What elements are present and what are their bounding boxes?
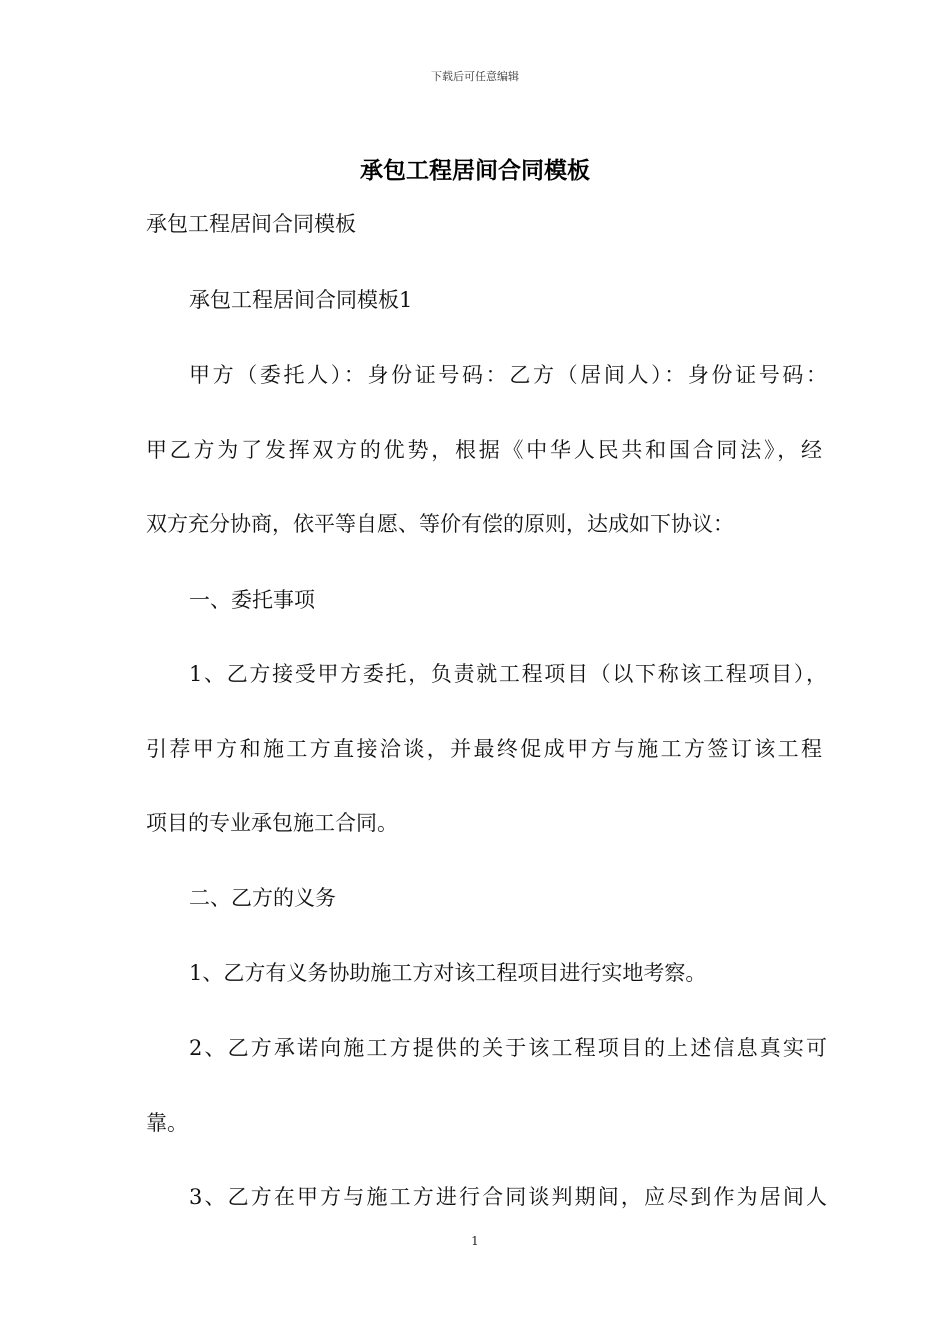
paragraph-line: 引荐甲方和施工方直接洽谈，并最终促成甲方与施工方签订该工程 bbox=[146, 737, 822, 761]
document-title: 承包工程居间合同模板 bbox=[360, 157, 590, 184]
section-heading-obligations: 二、乙方的义务 bbox=[189, 886, 336, 910]
subtitle-line: 承包工程居间合同模板 bbox=[146, 212, 356, 236]
section-heading-entrusted-matters: 一、委托事项 bbox=[189, 588, 315, 612]
page-number: 1 bbox=[471, 1234, 479, 1248]
paragraph-line: 1、乙方有义务协助施工方对该工程项目进行实地考察。 bbox=[189, 961, 707, 985]
section-heading-template-1: 承包工程居间合同模板1 bbox=[189, 288, 413, 312]
header-note: 下载后可任意编辑 bbox=[431, 70, 519, 83]
paragraph-line: 3、乙方在甲方与施工方进行合同谈判期间，应尽到作为居间人 bbox=[189, 1185, 827, 1209]
paragraph-line: 甲乙方为了发挥双方的优势，根据《中华人民共和国合同法》，经 bbox=[146, 438, 822, 462]
paragraph-line: 项目的专业承包施工合同。 bbox=[146, 811, 398, 835]
paragraph-line: 2、乙方承诺向施工方提供的关于该工程项目的上述信息真实可 bbox=[189, 1036, 827, 1060]
paragraph-line: 靠。 bbox=[146, 1111, 188, 1135]
paragraph-line: 双方充分协商，依平等自愿、等价有偿的原则，达成如下协议： bbox=[146, 512, 734, 536]
paragraph-line: 1、乙方接受甲方委托，负责就工程项目（以下称该工程项目）， bbox=[189, 662, 827, 686]
party-info-line: 甲方（委托人）：身份证号码：乙方（居间人）：身份证号码： bbox=[189, 363, 827, 387]
